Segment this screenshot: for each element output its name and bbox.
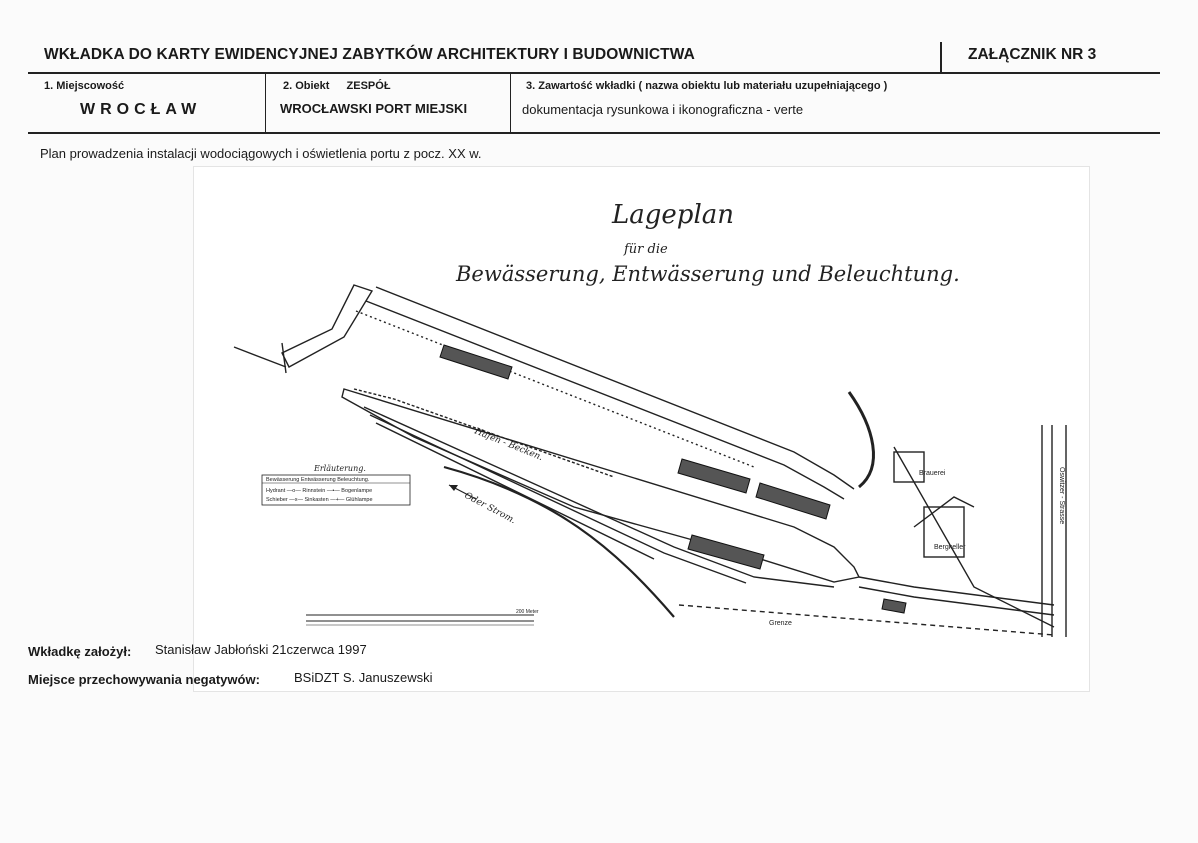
place-value: WROCŁAW: [80, 101, 202, 118]
field-divider-1: [265, 74, 266, 132]
label-grenze: Grenze: [769, 620, 792, 627]
label-street: Oswitzer - Strasse: [1058, 467, 1065, 525]
content-label: 3. Zawartość wkładki ( nazwa obiektu lub materiału uzupełniającego ): [526, 80, 888, 92]
content-value: dokumentacja rysunkowa i ikonograficzna - verte: [522, 102, 804, 117]
object-label-type: ZESPÓŁ: [346, 80, 391, 92]
plan-title: Lageplan: [612, 200, 735, 230]
site-plan-image: [193, 166, 1090, 692]
scale-label: 200 Meter: [516, 609, 539, 615]
place-label: 1. Miejscowość: [44, 80, 125, 92]
label-brauerei: Brauerei: [919, 470, 946, 477]
legend-row-1: Hydrant —o— Rinnstein —•— Bogenlampe: [266, 488, 373, 494]
header-rule: [28, 72, 1160, 74]
plan-subtitle: für die: [624, 242, 668, 257]
object-label: [283, 80, 391, 92]
plan-caption: Plan prowadzenia instalacji wodociągowych i oświetlenia portu z pocz. XX w.: [40, 146, 482, 161]
fields-rule: [28, 132, 1160, 134]
storage-value: BSiDZT S. Januszewski: [294, 670, 433, 685]
legend-header: Bewässerung Entwässerung Beleuchtung.: [266, 477, 370, 483]
river-label: Oder Strom.: [462, 490, 518, 527]
legend-row-2: Schieber —x— Sinkasten —+— Glühlampe: [266, 497, 373, 503]
object-label-number: 2. Obiekt: [283, 80, 330, 92]
label-bergkeller: Bergkeller: [934, 544, 966, 551]
legend-title: Erläuterung.: [314, 464, 366, 473]
form-title: WKŁADKA DO KARTY EWIDENCYJNEJ ZABYTKÓW ARCHITEKTURY I BUDOWNICTWA: [44, 46, 695, 63]
scale-bar: [306, 609, 539, 625]
object-value: WROCŁAWSKI PORT MIEJSKI: [280, 101, 468, 116]
basin-label: Hafen - Becken.: [472, 426, 545, 464]
site-plan-drawing: [194, 167, 1089, 691]
header-divider: [940, 42, 942, 72]
storage-label: Miejsce przechowywania negatywów:: [28, 672, 260, 687]
annex-number: ZAŁĄCZNIK NR 3: [968, 46, 1097, 63]
field-divider-2: [510, 74, 511, 132]
plan-title-main: Bewässerung, Entwässerung und Beleuchtung.: [456, 262, 960, 286]
plan-legend: [262, 464, 410, 505]
founder-label: Wkładkę założył:: [28, 644, 132, 659]
founder-value: Stanisław Jabłoński 21czerwca 1997: [155, 642, 367, 657]
